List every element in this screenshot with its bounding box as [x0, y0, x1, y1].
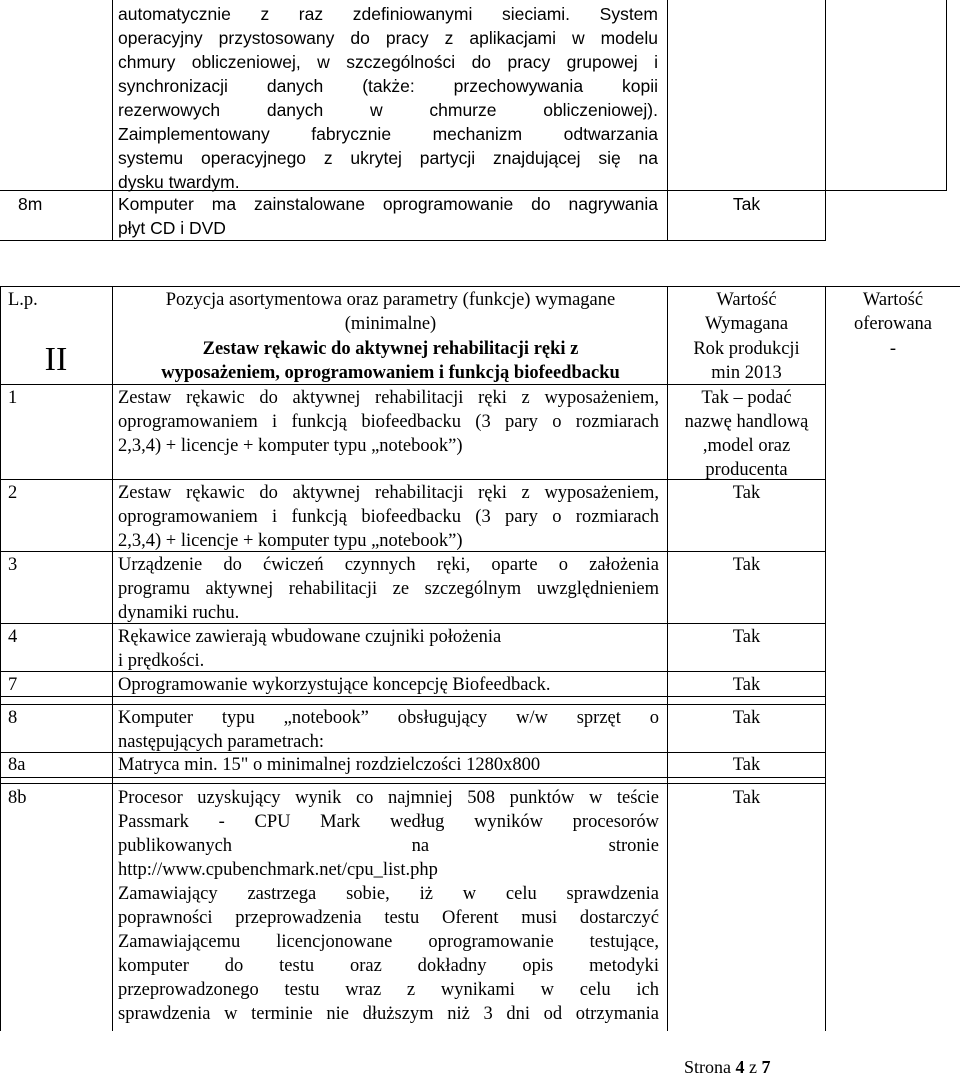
text-line: oprogramowaniem i funkcją biofeedbacku (3 pary o rozmiarach [118, 412, 659, 432]
text-line: sprawdzenia w terminie nie dłuższym niż 3 dni od otrzymania [118, 1004, 659, 1024]
row-value: Tak [732, 555, 761, 575]
text-line: 2,3,4) + licencje + komputer typu „notebook”) [118, 436, 463, 456]
text-line: Zamawiający zastrzega sobie, iż w celu sprawdzenia [118, 884, 659, 904]
table-border [112, 286, 113, 1031]
text-line: oprogramowaniem i funkcją biofeedbacku (3 pary o rozmiarach [118, 507, 659, 527]
text-line: dysku twardym. [118, 172, 240, 192]
row-lp: 3 [8, 555, 18, 575]
text-line: chmury obliczeniowej, w szczególności do pracy grupowej i [118, 52, 658, 72]
table-border [0, 777, 825, 778]
text-line: Zestaw rękawic do aktywnej rehabilitacji ręki z wyposażeniem, [118, 388, 659, 408]
row-lp: 8b [8, 788, 27, 808]
text-line: Komputer typu „notebook” obsługujący w/w sprzęt o [118, 708, 659, 728]
text-line: (minimalne) [344, 314, 437, 334]
table-border [0, 286, 1, 1031]
text-line: 2,3,4) + licencje + komputer typu „notebook”) [118, 531, 463, 551]
text-line: rezerwowych danych w chmurze obliczeniowej). [118, 100, 658, 120]
text-line: Matryca min. 15" o minimalnej rozdzielczości 1280x800 [118, 755, 541, 775]
text-line: min 2013 [711, 363, 782, 383]
text-line: płyt CD i DVD [118, 218, 226, 238]
top-table-border [825, 0, 826, 190]
table-border [0, 704, 825, 705]
text-line: Wymagana [704, 314, 789, 334]
text-line: Oprogramowanie wykorzystujące koncepcję Biofeedback. [118, 675, 551, 695]
section-number: II [44, 341, 68, 378]
text-line: Zaimplementowany fabrycznie mechanizm odtwarzania [118, 124, 658, 144]
text-line: automatycznie z raz zdefiniowanymi sieciami. System [118, 4, 658, 24]
text-line: dynamiki ruchu. [118, 603, 240, 623]
top-table-border [112, 0, 113, 241]
text-line: Komputer ma zainstalowane oprogramowanie do nagrywania [118, 194, 658, 214]
row-description [118, 786, 659, 1026]
text-line: synchronizacji danych (także: przechowywania kopii [118, 76, 658, 96]
text-line: nazwę handlową [684, 412, 809, 432]
header-offered-value [826, 288, 960, 336]
row-description [118, 706, 659, 754]
text-line: przeprowadzonego testu wraz z wynikami w celu ich [118, 980, 659, 1000]
text-line: Rękawice zawierają wbudowane czujniki położenia [118, 627, 502, 647]
row-value: Tak [732, 627, 761, 647]
header-position [118, 288, 663, 336]
row-value: Tak [732, 194, 761, 214]
table-border [0, 783, 825, 784]
text-line: producenta [705, 460, 788, 480]
table-border [825, 286, 826, 1031]
row-description [118, 481, 659, 553]
text-line: Wartość [716, 290, 777, 310]
continued-text [118, 2, 658, 194]
text-line: programu aktywnej rehabilitacji ze szczególnym uwzględnieniem [118, 579, 659, 599]
text-line: http://www.cpubenchmark.net/cpu_list.php [118, 860, 438, 880]
row-value: Tak [732, 755, 761, 775]
page-current: 4 [735, 1057, 745, 1077]
row-lp: 8 [8, 708, 18, 728]
row-description [118, 386, 659, 458]
text-line: Rok produkcji [693, 339, 800, 359]
row-value [668, 386, 825, 482]
text-line: oferowana [853, 314, 933, 334]
section-required-value [668, 337, 825, 385]
text-line: Passmark - CPU Mark według wyników procesorów [118, 812, 659, 832]
page-separator: z [749, 1057, 757, 1077]
page-number [684, 1056, 771, 1078]
table-border [0, 286, 960, 287]
text-line: systemu operacyjnego z ukrytej partycji znajdującej się na [118, 148, 658, 168]
text-line: Procesor uzyskujący wynik co najmniej 508 punktów w teście [118, 788, 659, 808]
text-line: następujących parametrach: [118, 732, 324, 752]
text-line: ,model oraz [702, 436, 791, 456]
row-description [118, 673, 659, 697]
section-title [118, 337, 663, 385]
text-line: wyposażeniem, oprogramowaniem i funkcją biofeedbacku [161, 363, 620, 383]
row-lp: 2 [8, 483, 18, 503]
row-description [118, 753, 659, 777]
page-total: 7 [761, 1057, 771, 1077]
text-line: Tak – podać [701, 388, 792, 408]
row-lp: 7 [8, 675, 18, 695]
section-offered-value: - [889, 339, 897, 359]
row-lp: 8m [18, 194, 43, 214]
row-value: Tak [732, 483, 761, 503]
text-line: Urządzenie do ćwiczeń czynnych ręki, oparte o założenia [118, 555, 659, 575]
row-description [118, 625, 659, 673]
header-required-value [668, 288, 825, 336]
row-description [118, 192, 658, 240]
text-line: i prędkości. [118, 651, 205, 671]
row-lp: 4 [8, 627, 18, 647]
top-table-border [946, 0, 947, 190]
text-line: Wartość [862, 290, 924, 310]
text-line: poprawności przeprowadzenia testu Oferent musi dostarczyć [118, 908, 659, 928]
text-line: publikowanych na stronie [118, 836, 659, 856]
row-value: Tak [732, 708, 761, 728]
page-prefix: Strona [684, 1057, 731, 1077]
text-line: Pozycja asortymentowa oraz parametry (funkcje) wymagane [165, 290, 616, 310]
row-description [118, 553, 659, 625]
top-table-border [0, 240, 826, 241]
text-line: Zestaw rękawic do aktywnej rehabilitacji ręki z [202, 339, 579, 359]
top-table-border [825, 190, 947, 191]
row-value: Tak [732, 788, 761, 808]
row-lp: 8a [8, 755, 26, 775]
row-value: Tak [732, 675, 761, 695]
header-lp: L.p. [8, 290, 38, 310]
text-line: Zestaw rękawic do aktywnej rehabilitacji ręki z wyposażeniem, [118, 483, 659, 503]
text-line: Zamawiającemu licencjonowane oprogramowanie testujące, [118, 932, 659, 952]
top-table-border [825, 190, 826, 241]
text-line: komputer do testu oraz dokładny opis metodyki [118, 956, 659, 976]
row-lp: 1 [8, 388, 18, 408]
text-line: operacyjny przystosowany do pracy z aplikacjami w modelu [118, 28, 658, 48]
